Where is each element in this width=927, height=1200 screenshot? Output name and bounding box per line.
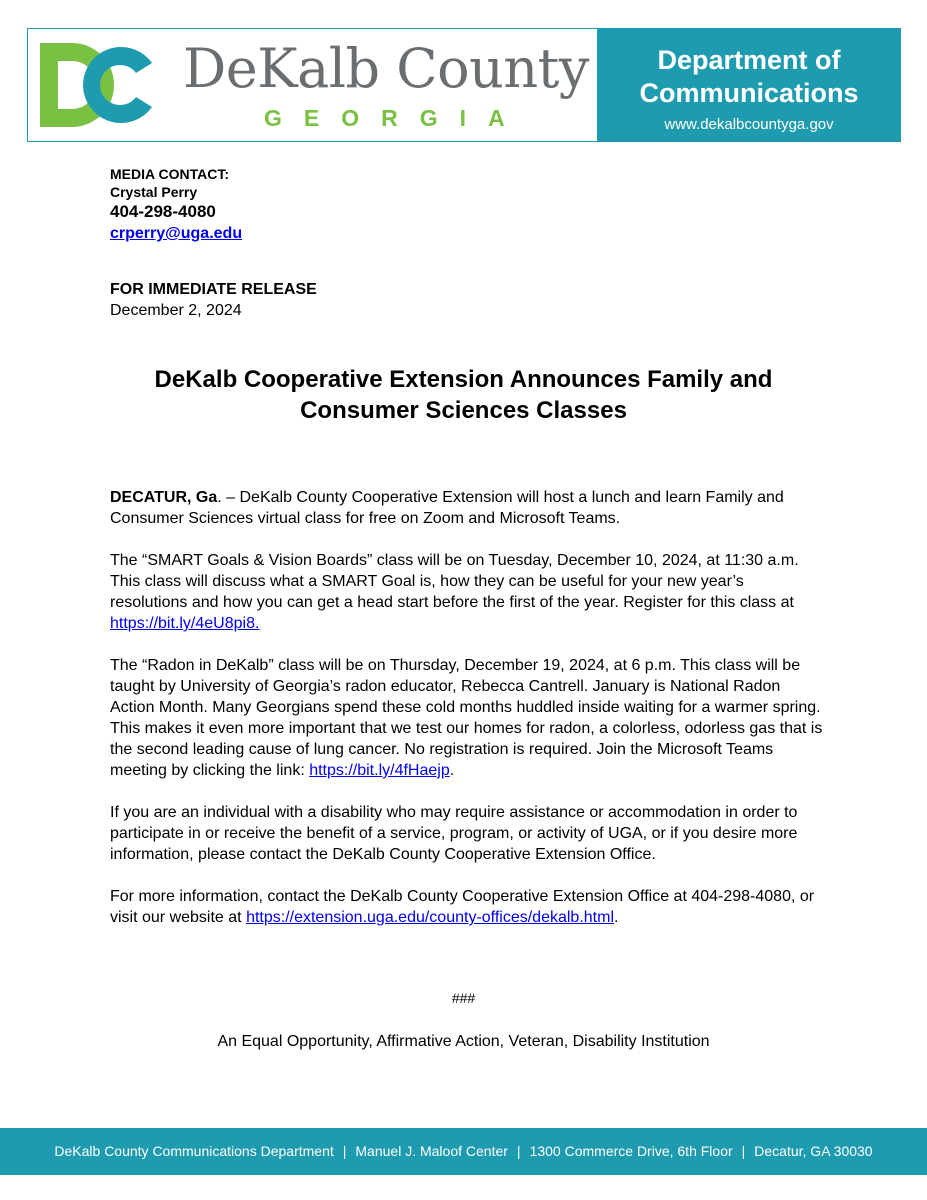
department-box [597, 29, 901, 141]
footer-separator: | [516, 1143, 521, 1159]
footer-bar [0, 1128, 927, 1175]
more-info-end: . [614, 909, 619, 926]
paragraph-radon [110, 655, 825, 781]
media-contact [110, 165, 820, 244]
footer-separator: | [342, 1143, 347, 1159]
contact-phone: 404-298-4080 [110, 202, 216, 221]
footer-center: Manuel J. Maloof Center [355, 1143, 508, 1159]
radon-text: The “Radon in DeKalb” class will be on Thursday, December 19, 2024, at 6 p.m. This class will be taught by University of Georgia’s radon educator, Rebecca Cantrell. January is National Radon Action Month. Many Georgians spend these cold months huddled inside waiting for a warmer spring. This makes it even more important that we test our homes for radon, a colorless, odorless gas that is the second leading cause of lung cancer. No registration is required. Join the Microsoft Teams meeting by clicking the link: [110, 657, 823, 779]
headline [60, 364, 867, 426]
accessibility-text: If you are an individual with a disability who may require assistance or accommodation in order to participate in or receive the benefit of a service, program, or activity of UGA, or if you desire more information, please contact the DeKalb County Cooperative Extension Office. [110, 804, 798, 863]
release-label: FOR IMMEDIATE RELEASE [110, 281, 317, 298]
county-name: DeKalb County [183, 37, 589, 100]
footer-city: Decatur, GA 30030 [754, 1143, 873, 1159]
footer-dept: DeKalb County Communications Department [54, 1143, 334, 1159]
press-release-body [110, 487, 825, 949]
release-info [110, 279, 317, 321]
department-website: www.dekalbcountyga.gov [664, 116, 834, 133]
department-title [597, 44, 901, 110]
extension-website-link[interactable]: https://extension.uga.edu/county-offices/dekalb.html [246, 909, 614, 926]
contact-label: MEDIA CONTACT: [110, 166, 229, 182]
department-line-1: Department of [657, 45, 841, 75]
eeo-statement: An Equal Opportunity, Affirmative Action, Veteran, Disability Institution [217, 1033, 710, 1050]
footer-address: 1300 Commerce Drive, 6th Floor [529, 1143, 733, 1159]
smart-goals-register-link[interactable]: https://bit.ly/4eU8pi8. [110, 615, 260, 632]
footer-separator: | [741, 1143, 746, 1159]
end-mark: ### [451, 990, 476, 1006]
letterhead [27, 28, 901, 142]
radon-teams-link[interactable]: https://bit.ly/4fHaejp [309, 762, 450, 779]
intro-text: . – DeKalb County Cooperative Extension will host a lunch and learn Family and Consumer Sciences virtual class for free on Zoom and Microsoft Teams. [110, 489, 784, 527]
paragraph-more-info [110, 886, 825, 928]
state-name: GEORGIA [264, 105, 527, 131]
more-info-text: For more information, contact the DeKalb County Cooperative Extension Office at 404-298-4080, or visit our website at [110, 888, 815, 926]
contact-email-link[interactable]: crperry@uga.edu [110, 225, 243, 242]
paragraph-smart-goals [110, 550, 825, 634]
headline-line-1: DeKalb Cooperative Extension Announces Family and [154, 366, 773, 393]
headline-line-2: Consumer Sciences Classes [300, 397, 627, 424]
paragraph-intro [110, 487, 825, 529]
dc-logo-icon [34, 35, 160, 135]
department-line-2: Communications [639, 78, 859, 108]
radon-end: . [449, 762, 455, 779]
smart-goals-text: The “SMART Goals & Vision Boards” class will be on Tuesday, December 10, 2024, at 11:30 a.m. This class will discuss what a SMART Goal is, how they can be useful for your new year’s resolutions and how you can get a head start before the first of the year. Register for this class at [110, 552, 799, 611]
release-date: December 2, 2024 [110, 302, 242, 319]
dateline: DECATUR, Ga [110, 489, 218, 506]
contact-name: Crystal Perry [110, 184, 198, 200]
paragraph-accessibility [110, 802, 825, 865]
